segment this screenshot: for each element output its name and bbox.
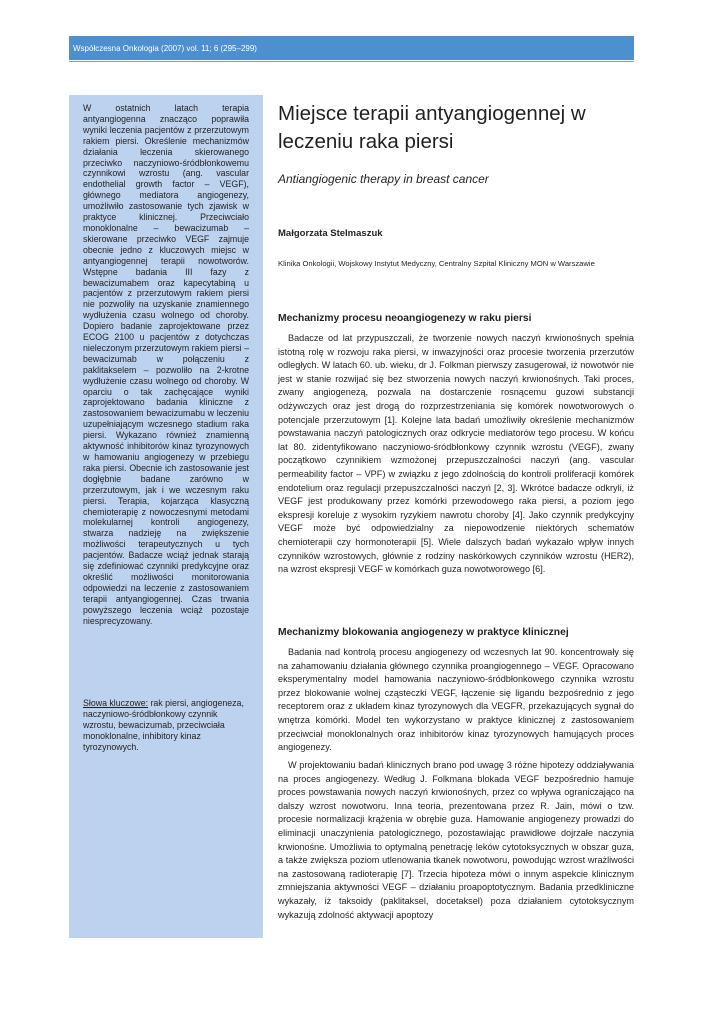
section-heading-clinical-blocking: Mechanizmy blokowania angiogenezy w praktyce klinicznej (278, 627, 569, 638)
abstract-text: W ostatnich latach terapia antyangiogenna znacząco poprawiła wyniki leczenia pacjentów z przerzutowym rakiem piersi. Określenie mechanizmów działania leczenia skierowanego przeciwko naczyniowo-śródbłonkowemu czynnikowi wzrostu (ang. vascular endothelial growth factor – VEGF), głównego mediatora angiogenezy, umożliwiło zastosowanie tych zjawisk w praktyce klinicznej. Przeciwciało monoklonalne – bewacizumab – skierowane przeciwko VEGF zajmuje obecnie jedno z kluczowych miejsc w antyangiogennej terapii nowotworów. Wstępne badania III fazy z bewacizumabem oraz kapecytabiną u pacjentów z przerzutowym rakiem piersi nie pozwoliły na uzyskanie znamiennego wydłużenia czasu wolnego od choroby. Dopiero badanie zaprojektowane przez ECOG 2100 u pacjentów z dotychczas nieleczonym przerzutowym rakiem piersi – bewacizumab w połączeniu z paklitakselem – pozwoliło na 2-krotne wydłużenie czasu wolnego od choroby. W oparciu o tak zachęcające wyniki zaprojektowano badania kliniczne z zastosowaniem bewacizumabu w leczeniu uzupełniającym wczesnego stadium raka piersi. Wykazano również znamienną aktywność inhibitorów kinaz tyrozynowych w hamowaniu angiogenezy w przebiegu raka piersi. Obecnie ich zastosowanie jest dogłębnie badane zarówno w przerzutowym, jak i we wczesnym raku piersi. Terapia, kojarząca klasyczną chemioterapię z nowoczesnymi metodami molekularnej kontroli angiogenezy, stwarza nadzieję na zwiększenie możliwości terapeutycznych u tych pacjentów. Badacze wciąż jednak starają się zdefiniować czynniki predykcyjne oraz określić możliwości monitorowania odpowiedzi na leczenie z zastosowaniem terapii antyangiogennej. Czas trwania powyższego leczenia wciąż pozostaje niesprecyzowany. (83, 103, 249, 626)
keywords-list: rak piersi, angiogeneza, naczyniowo-śródbłonkowy czynnik wzrostu, bewacizumab, przeciwciała monoklonalne, inhibitory kinaz tyrozynowych. (83, 698, 244, 752)
article-title: Miejsce terapii antyangiogennej w leczeniu raka piersi (278, 102, 586, 153)
section-1-paragraph: Badacze od lat przypuszczali, że tworzenie nowych naczyń krwionośnych spełnia istotną rolę w rozwoju raka piersi, w inwazyjności oraz procesie tworzenia przerzutów odległych. W latach 60. ub. wieku, dr J. Folkman pierwszy zasugerował, iż nowotwór nie jest w stanie rozwijać się bez stworzenia nowych naczyń krwionośnych. Taki proces, zwany angiogenezą, pozwala na dostarczenie rosnącemu guzowi substancji odżywczych oraz jest drogą do rozprzestrzeniania się komórek nowotworowych o potencjale przerzutowym [1]. Kolejne lata badań umożliwiły określenie mechanizmów powstawania naczyń patologicznych oraz odkrycie mediatorów tego procesu. W końcu lat 80. zidentyfikowano naczyniowo-śródbłonkowy czynnik wzrostu (VEGF), zwany początkowo czynnikiem wzmożonej przepuszczalności naczyń (ang. vascular permeability factor – VPF) w związku z jego zdolnością do kontroli proliferacji komórek endotelium oraz regulacji przepuszczalności naczyń [2, 3]. Wkrótce badacze odkryli, iż VEGF jest produkowany przez komórki przewodowego raka piersi, a poziom jego ekspresji koreluje z wysokim ryzykiem nawrotu choroby [4]. Jako czynnik predykcyjny VEGF może być odpowiedzialny za niepowodzenie niektórych schematów chemioterapii czy hormonoterapii [5]. Wiele dalszych badań wykazało wpływ innych czynników wzrostowych, głównie z rodziny naskórkowych czynników wzrostu (HER2), na wzrost ekspresji VEGF w komórkach guza nowotworowego [6]. (278, 333, 634, 575)
journal-citation: Współczesna Onkologia (2007) vol. 11; 6 (295–299) (73, 44, 257, 53)
keywords-label: Słowa kluczowe: (83, 698, 149, 708)
abstract-box (69, 95, 263, 938)
section-2-paragraph-1: Badania nad kontrolą procesu angiogenezy od wczesnych lat 90. koncentrowały się na zahamowaniu działania głównego czynnika proangiogennego – VEGF. Opracowano eksperymentalny model hamowania naczyniowo-śródbłonkowego czynnika wzrostu przez blokowanie wolnej cząsteczki VEGF, łączenie się ligandu bezpośrednio z jego receptorem oraz z układem kinaz tyrozynowych dla VEGFR, przekazujących sygnał do wnętrza komórki. Model ten wykorzystano w praktyce klinicznej z zastosowaniem przeciwciał monoklonalnych oraz inhibitorów kinaz tyrozynowych hamujących proces angiogenezy. (278, 647, 634, 753)
author-name: Małgorzata Stelmaszuk (278, 228, 383, 239)
section-heading-neoangiogenesis: Mechanizmy procesu neoangiogenezy w raku piersi (278, 313, 532, 324)
keywords (83, 698, 249, 753)
section-2-paragraph-2: W projektowaniu badań klinicznych brano pod uwagę 3 różne hipotezy oddziaływania na proces angiogenezy. Według J. Folkmana blokada VEGF bezpośrednio hamuje proces powstawania nowych naczyń krwionośnych, przez co wpływa ograniczająco na dalszy wzrost nowotworu. Inna teoria, prezentowana przez R. Jain, mówi o tzw. procesie normalizacji krążenia w obrębie guza. Hamowanie angiogenezy prowadzi do eliminacji unaczynienia patologicznego, pozostawiając prawidłowe dojrzałe naczynia krwionośne. Umożliwia to optymalną penetrację leków cytotoksycznych w obszar guza, a także zwiększa poziom utlenowania tkanek nowotworu, powodując wzrost wrażliwości na zastosowaną radioterapię [7]. Trzecia hipoteza mówi o innym aspekcie klinicznym zmniejszania aktywności VEGF – działaniu proapoptotycznym. Badania przedkliniczne wykazały, iż taksoidy (paklitaksel, docetaksel) poza działaniem cytotoksycznym wykazują zdolność aktywacji apoptozy (278, 760, 634, 920)
author-affiliation: Klinika Onkologii, Wojskowy Instytut Medyczny, Centralny Szpital Kliniczny MON w Warszawie (278, 259, 595, 268)
journal-header-bar (69, 36, 634, 60)
header-rule (69, 61, 634, 62)
article-subtitle: Antiangiogenic therapy in breast cancer (278, 172, 489, 186)
